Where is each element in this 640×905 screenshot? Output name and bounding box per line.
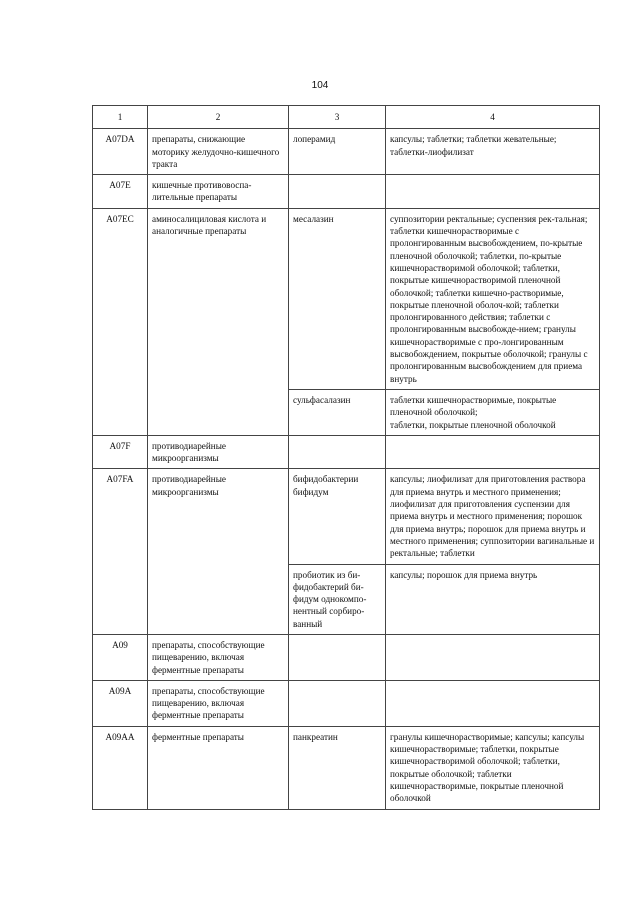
substance-cell: пробиотик из би-фидобактерий би-фидум однокомпо-нентный сорбиро-ванный [289,564,386,634]
group-name-cell: препараты, способствующие пищеварению, включая ферментные препараты [148,634,289,680]
group-name-cell: аминосалициловая кислота и аналогичные препараты [148,208,289,435]
dosage-forms-cell: капсулы; порошок для приема внутрь [386,564,600,634]
table-row [93,469,600,564]
dosage-forms-cell [386,435,600,469]
group-name-cell: ферментные препараты [148,726,289,809]
table-row [93,175,600,209]
atc-code-cell: A07F [93,435,148,469]
table-row [93,634,600,680]
dosage-forms-cell: гранулы кишечнорастворимые; капсулы; капсулы кишечнорастворимые; таблетки, покрытые кишечнорастворимой оболочкой; таблетки, покрытые оболочкой; таблетки кишечнорастворимые, покрытые пленочной оболочкой [386,726,600,809]
substance-cell [289,680,386,726]
atc-code-cell: A07DA [93,129,148,175]
dosage-forms-cell: капсулы; таблетки; таблетки жевательные; таблетки-лиофилизат [386,129,600,175]
substance-cell: лоперамид [289,129,386,175]
dosage-forms-cell [386,634,600,680]
dosage-forms-cell [386,175,600,209]
substance-cell [289,435,386,469]
atc-code-cell: A07FA [93,469,148,635]
header-cell-1: 1 [93,106,148,129]
drug-classification-table [92,105,600,810]
substance-cell [289,634,386,680]
dosage-forms-cell: суппозитории ректальные; суспензия рек-тальная; таблетки кишечнорастворимые с пролонгированным высвобождением, по-крытые пленочной оболочкой; таблетки, по-крытые кишечнорастворимой оболочкой; таблетки, покрытые кишечнорастворимой пленочной оболочкой; таблетки кишечно-растворимые, покрытые пленочной оболоч-кой; таблетки пролонгированного действия; таблетки с пролонгированным высвобожде-нием; гранулы кишечнорастворимые с про-лонгированным высвобождением, покрытые оболочкой; гранулы с пролонгированным высвобождением для приема внутрь [386,208,600,389]
table-row [93,435,600,469]
substance-cell: сульфасалазин [289,389,386,435]
substance-cell [289,175,386,209]
table-row [93,726,600,809]
header-cell-3: 3 [289,106,386,129]
header-cell-2: 2 [148,106,289,129]
group-name-cell: препараты, способствующие пищеварению, включая ферментные препараты [148,680,289,726]
dosage-forms-cell: капсулы; лиофилизат для приготовления раствора для приема внутрь и местного применения; лиофилизат для приготовления суспензии для приема внутрь и местного применения; порошок для приема внутрь; порошок для приема внутрь и местного применения; суппозитории вагинальные и ректальные; таблетки [386,469,600,564]
header-row [93,106,600,129]
group-name-cell: препараты, снижающие моторику желудочно-кишечного тракта [148,129,289,175]
dosage-forms-cell: таблетки кишечнорастворимые, покрытые пленочной оболочкой; таблетки, покрытые пленочной оболочкой [386,389,600,435]
table-body [93,129,600,809]
table-row [93,208,600,389]
group-name-cell: противодиарейные микроорганизмы [148,469,289,635]
substance-cell: месалазин [289,208,386,389]
page-number: 104 [311,80,329,91]
group-name-cell: противодиарейные микроорганизмы [148,435,289,469]
atc-code-cell: A09A [93,680,148,726]
substance-cell: панкреатин [289,726,386,809]
atc-code-cell: A09AA [93,726,148,809]
atc-code-cell: A07EC [93,208,148,435]
dosage-forms-cell [386,680,600,726]
atc-code-cell: A07E [93,175,148,209]
header-cell-4: 4 [386,106,600,129]
group-name-cell: кишечные противовоспа-лительные препараты [148,175,289,209]
substance-cell: бифидобактерии бифидум [289,469,386,564]
table-row [93,129,600,175]
table-row [93,680,600,726]
atc-code-cell: A09 [93,634,148,680]
